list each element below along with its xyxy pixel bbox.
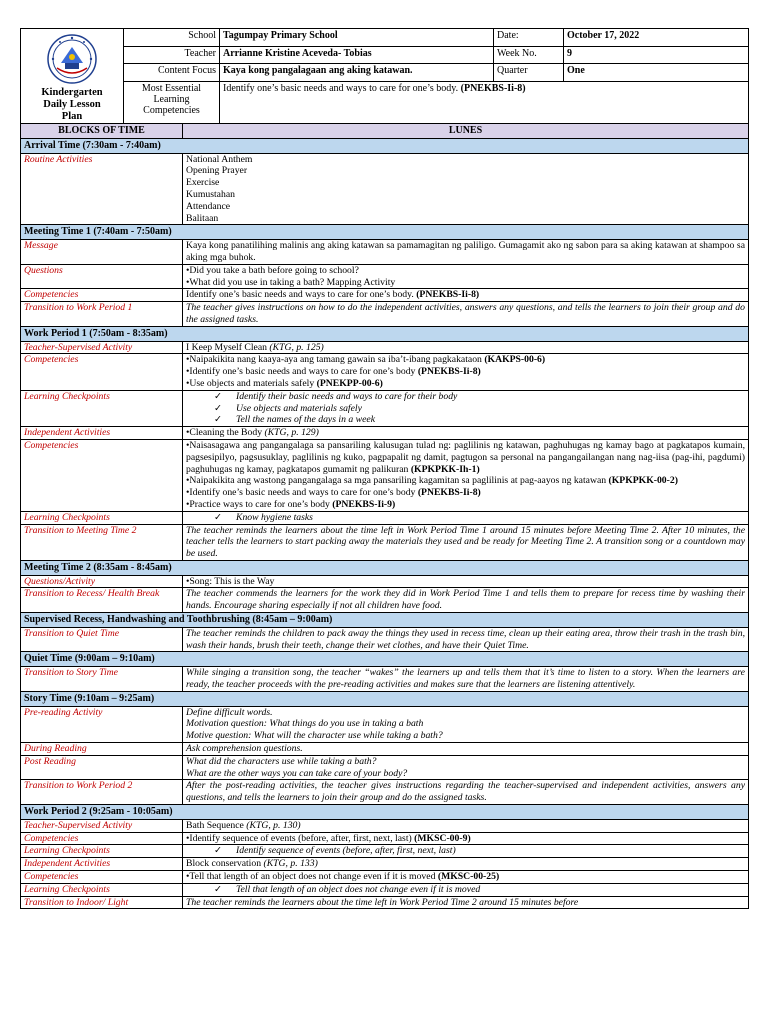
tsa-text: Bath Sequence (KTG, p. 130) (183, 819, 749, 832)
transition-text: The teacher reminds the children to pack away the things they used in recess time, clean up their eating area, throw their trash in the trash bin, wash their hands, brush their teeth, change their wet clothes, and have their Quiet Time. (183, 627, 749, 652)
checkpoints-list (183, 390, 749, 426)
independent-activities-label: Independent Activities (21, 427, 183, 440)
questions-list (183, 264, 749, 289)
list-item: Attendance (186, 200, 231, 212)
list-item: • What did you use in taking a bath? Mapping Activity (186, 277, 745, 289)
tsa-label: Teacher-Supervised Activity (21, 819, 183, 832)
transition-text: The teacher reminds the learners about the time left in Work Period Time 2 around 15 minutes before (183, 896, 749, 909)
week-label: Week No. (494, 46, 564, 64)
section-quiet-time: Quiet Time (9:00am – 9:10am) (21, 652, 749, 667)
section-story-time: Story Time (9:10am – 9:25am) (21, 691, 749, 706)
transition-label: Transition to Recess/ Health Break (21, 588, 183, 613)
competencies-text: • Identify sequence of events (before, after, first, next, last) (MKSC-00-9) (183, 832, 749, 845)
transition-label: Transition to Quiet Time (21, 627, 183, 652)
transition-text: The teacher gives instructions on how to do the independent activities, answers any questions, and tells the learners to join their group and do the assigned tasks. (183, 302, 749, 327)
list-item: National Anthem (186, 153, 253, 165)
questions-activity-label: Questions/Activity (21, 575, 183, 588)
questions-activity-text: • Song: This is the Way (183, 575, 749, 588)
list-item: ✓ Tell the names of the days in a week (186, 414, 745, 426)
list-item: • Naipakikita ang wastong pangangalaga sa mga pansariling kagamitan sa paglilinis at pag-aayos ng katawan (KPKPKK-00-2) (186, 475, 745, 487)
learning-checkpoints-label: Learning Checkpoints (21, 845, 183, 858)
list-item: • Naisasagawa ang pangangalaga sa pansariling kalusugan tulad ng: paglilinis ng katawan, paghuhugas ng kamay bago at pagkatapos kumain, pagsesipilyo, pagsusuklay, paglilinis ng kuko, pagpapalit ng damit, pagtugon sa personal na pangangailangan nang nag-iisa (pag-ihi, pagdumi) paghuhugas ng kamay, pagkatapos gumamit ng palikuran (KPKPKK-Ih-1) (186, 440, 745, 475)
section-recess: Supervised Recess, Handwashing and Toothbrushing (8:45am – 9:00am) (21, 613, 749, 628)
list-item: • Did you take a bath before going to school? (186, 265, 745, 277)
col-header-blocks: BLOCKS OF TIME (21, 124, 183, 139)
tsa-label: Teacher-Supervised Activity (21, 341, 183, 354)
competencies-label: Competencies (21, 832, 183, 845)
competencies-label: Competencies (21, 439, 183, 511)
transition-text: After the post-reading activities, the teacher gives instructions regarding the teacher-supervised and independent activities, answers any questions, and tells the learners to join their group and do the assigned tasks. (183, 780, 749, 805)
section-meeting-1: Meeting Time 1 (7:40am - 7:50am) (21, 225, 749, 240)
routine-list (183, 153, 749, 225)
routine-label: Routine Activities (21, 153, 183, 225)
lesson-header-table (20, 28, 749, 127)
list-item: Kumustahan (186, 188, 235, 200)
competencies-list (183, 439, 749, 511)
message-label: Message (21, 240, 183, 265)
pre-reading-text: Define difficult words. Motivation question: What things do you use in taking a bath Motive question: What will the character use while taking a bath? (183, 706, 749, 742)
list-item: • Identify one’s basic needs and ways to care for one’s body (PNEKBS-Ii-8) (186, 487, 745, 499)
transition-text: The teacher commends the learners for the work they did in Work Period Time 1 and tells them to prepare for recess time by washing their hands. Encourage sharing especially if not all children have food. (183, 588, 749, 613)
checkpoints-list (183, 845, 749, 858)
post-reading-label: Post Reading (21, 755, 183, 780)
list-item: • Naipakikita nang kaaya-aya ang tamang gawain sa iba’t-ibang pagkakataon (KAKPS-00-6) (186, 354, 745, 366)
pre-reading-label: Pre-reading Activity (21, 706, 183, 742)
date-value: October 17, 2022 (564, 29, 749, 47)
during-reading-label: During Reading (21, 743, 183, 756)
checkpoints-list (183, 883, 749, 896)
school-value: Tagumpay Primary School (220, 29, 494, 47)
melc-value: Identify one’s basic needs and ways to care for one’s body. (PNEKBS-Ii-8) (220, 81, 749, 126)
learning-checkpoints-label: Learning Checkpoints (21, 883, 183, 896)
transition-label: Transition to Meeting Time 2 (21, 524, 183, 560)
learning-checkpoints-label: Learning Checkpoints (21, 390, 183, 426)
logo-title-cell (21, 29, 124, 127)
competencies-text: • Tell that length of an object does not change even if it is moved (MKSC-00-25) (183, 871, 749, 884)
teacher-label: Teacher (124, 46, 220, 64)
competencies-text: Identify one’s basic needs and ways to care for one’s body. (PNEKBS-Ii-8) (183, 289, 749, 302)
lesson-blocks-table (20, 123, 749, 909)
competencies-label: Competencies (21, 871, 183, 884)
competencies-label: Competencies (21, 354, 183, 390)
list-item: Opening Prayer (186, 165, 248, 177)
message-text: Kaya kong panatilihing malinis ang aking katawan sa pamamagitan ng paliligo. Gumagamit ako ng sabon para sa aking katawan at shampoo sa aking mga buhok. (183, 240, 749, 265)
dlp-title: Kindergarten Daily Lesson Plan (41, 87, 103, 122)
week-value: 9 (564, 46, 749, 64)
section-arrival: Arrival Time (7:30am - 7:40am) (21, 138, 749, 153)
post-reading-text: What did the characters use while taking a bath? What are the other ways you can take care of your body? (183, 755, 749, 780)
questions-label: Questions (21, 264, 183, 289)
transition-text: While singing a transition song, the teacher “wakes” the learners up and tells them that it’s time to listen to a story. When the learners are ready, the teacher proceeds with the pre-reading activities and makes sure that the learners are listening attentively. (183, 667, 749, 692)
deped-seal-icon (47, 34, 97, 84)
independent-activities-text: Block conservation (KTG, p. 133) (183, 858, 749, 871)
section-work-period-1: Work Period 1 (7:50am - 8:35am) (21, 326, 749, 341)
section-work-period-2: Work Period 2 (9:25am - 10:05am) (21, 805, 749, 820)
quarter-label: Quarter (494, 64, 564, 82)
transition-label: Transition to Story Time (21, 667, 183, 692)
melc-label: Most Essential Learning Competencies (124, 81, 220, 126)
school-label: School (124, 29, 220, 47)
competencies-label: Competencies (21, 289, 183, 302)
list-item: • Practice ways to care for one’s body (PNEKBS-Ii-9) (186, 499, 745, 511)
competencies-list (183, 354, 749, 390)
list-item: ✓ Identify sequence of events (before, after, first, next, last) (186, 845, 745, 857)
transition-text: The teacher reminds the learners about the time left in Work Period Time 1 around 15 minutes before Meeting Time 2. After 10 minutes, the teacher tells the learners to start packing away the materials they used and be ready for Meeting Time 2. A transition song or a countdown may be used. (183, 524, 749, 560)
transition-label: Transition to Work Period 2 (21, 780, 183, 805)
content-focus-label: Content Focus (124, 64, 220, 82)
transition-label: Transition to Work Period 1 (21, 302, 183, 327)
during-reading-text: Ask comprehension questions. (183, 743, 749, 756)
list-item: ✓ Know hygiene tasks (186, 512, 745, 524)
list-item: Exercise (186, 177, 220, 189)
independent-activities-label: Independent Activities (21, 858, 183, 871)
section-meeting-2: Meeting Time 2 (8:35am - 8:45am) (21, 560, 749, 575)
quarter-value: One (564, 64, 749, 82)
teacher-value: Arrianne Kristine Aceveda- Tobias (220, 46, 494, 64)
content-focus-value: Kaya kong pangalagaan ang aking katawan. (220, 64, 494, 82)
col-header-day: LUNES (183, 124, 749, 139)
date-label: Date: (494, 29, 564, 47)
learning-checkpoints-label: Learning Checkpoints (21, 511, 183, 524)
list-item: ✓ Identify their basic needs and ways to care for their body (186, 391, 745, 403)
list-item: Balitaan (186, 212, 219, 224)
list-item: ✓ Tell that length of an object does not change even if it is moved (186, 884, 745, 896)
list-item: ✓ Use objects and materials safely (186, 403, 745, 415)
tsa-text: I Keep Myself Clean (KTG, p. 125) (183, 341, 749, 354)
checkpoints-list (183, 511, 749, 524)
list-item: • Identify one’s basic needs and ways to care for one’s body (PNEKBS-Ii-8) (186, 366, 745, 378)
list-item: • Use objects and materials safely (PNEKPP-00-6) (186, 378, 745, 390)
transition-label: Transition to Indoor/ Light (21, 896, 183, 909)
independent-activities-text: • Cleaning the Body (KTG, p. 129) (183, 427, 749, 440)
